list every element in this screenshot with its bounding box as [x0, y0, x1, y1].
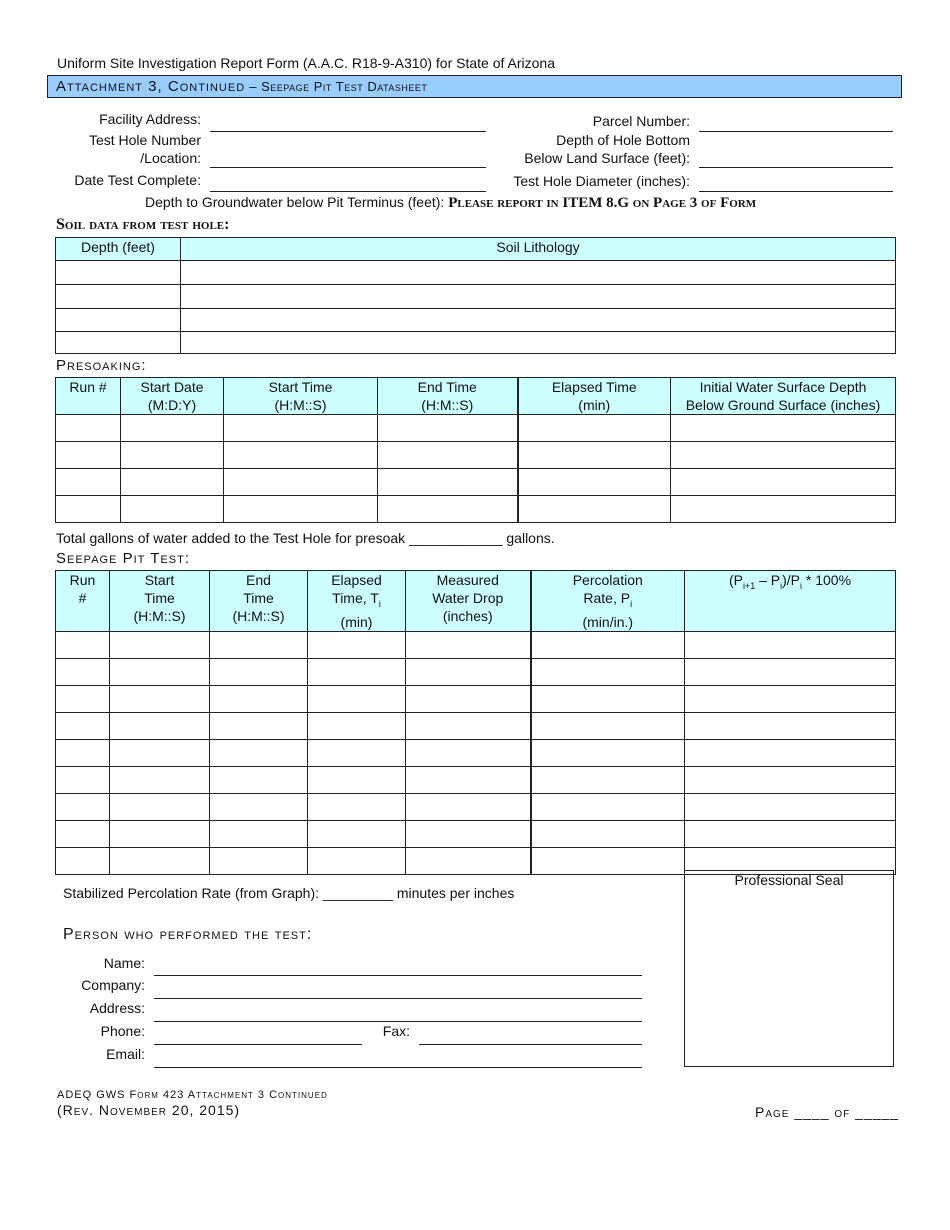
date-test-complete-label: Date Test Complete: [74, 172, 201, 188]
attachment-sub: – Seepage Pit Test Datasheet [245, 79, 428, 94]
company-field[interactable] [154, 998, 642, 999]
presoak-gallons: Total gallons of water added to the Test Hole for presoak ____________ gallons. [56, 530, 555, 546]
professional-seal-box [684, 870, 894, 1067]
professional-seal-label: Professional Seal [734, 872, 844, 888]
footer-page-number: Page ____ of _____ [755, 1104, 900, 1120]
address-field[interactable] [154, 1021, 642, 1022]
attachment-banner [47, 75, 902, 98]
table-row [56, 415, 896, 442]
table-row [56, 631, 896, 658]
presoak-heading: Presoaking: [56, 357, 147, 374]
table-row [56, 712, 896, 739]
email-label: Email: [106, 1046, 145, 1062]
groundwater-note: Please report in ITEM 8.G on Page 3 of Form [448, 195, 757, 211]
facility-address-label: Facility Address: [99, 111, 201, 127]
seepage-table [55, 570, 896, 875]
email-field[interactable] [154, 1067, 642, 1068]
seepage-col-formula: $(P_{i+1} - P_i)/P_i * 100\%$ [685, 571, 896, 632]
name-field[interactable] [154, 975, 642, 976]
seepage-col-end: End Time (H:M::S) [210, 571, 308, 632]
table-row [56, 261, 896, 285]
table-row [56, 285, 896, 309]
fax-field[interactable] [419, 1044, 642, 1045]
table-row [56, 496, 896, 523]
form-title: Uniform Site Investigation Report Form (A.A.C. R18-9-A310) for State of Arizona [57, 55, 555, 71]
phone-label: Phone: [100, 1023, 145, 1039]
soil-table [55, 237, 896, 354]
groundwater-label: Depth to Groundwater below Pit Terminus (feet): [145, 194, 445, 210]
person-heading: Person who performed the test: [63, 926, 313, 943]
presoak-col-end-time: End Time (H:M::S) [378, 378, 518, 415]
stabilized-rate: Stabilized Percolation Rate (from Graph): _________ minutes per inches [63, 885, 515, 901]
parcel-number-field[interactable] [699, 131, 893, 132]
seepage-col-run: Run # [56, 571, 110, 632]
presoak-col-elapsed: Elapsed Time (min) [518, 378, 671, 415]
company-label: Company: [81, 977, 145, 993]
table-row [56, 766, 896, 793]
seepage-heading: Seepage Pit Test: [56, 550, 190, 567]
depth-hole-bottom-field[interactable] [699, 167, 893, 168]
groundwater-line [145, 194, 756, 212]
soil-col-lithology: Soil Lithology [181, 238, 896, 261]
table-row [56, 820, 896, 847]
seepage-col-drop: Measured Water Drop (inches) [406, 571, 531, 632]
name-label: Name: [103, 955, 145, 971]
presoak-col-depth: Initial Water Surface Depth Below Ground Surface (inches) [671, 378, 896, 415]
soil-heading: Soil data from test hole: [56, 216, 230, 233]
table-row [56, 658, 896, 685]
soil-col-depth: Depth (feet) [56, 238, 181, 261]
presoak-col-run: Run # [56, 378, 121, 415]
test-hole-location-field[interactable] [210, 167, 486, 168]
test-hole-number-label: Test Hole Number [88, 132, 201, 148]
seepage-col-perc: Percolation Rate, $P_i$ (min/in.) [531, 571, 685, 632]
address-label: Address: [89, 1000, 145, 1016]
table-row [56, 332, 896, 354]
parcel-number-label: Parcel Number: [592, 113, 690, 129]
facility-address-field[interactable] [210, 131, 486, 132]
test-hole-diameter-field[interactable] [699, 191, 893, 192]
footer-form-id: ADEQ GWS Form 423 Attachment 3 Continued [57, 1089, 328, 1101]
fax-label: Fax: [382, 1023, 410, 1039]
location-label: /Location: [140, 150, 201, 166]
table-row [56, 685, 896, 712]
attachment-main: Attachment 3, Continued [56, 78, 246, 95]
table-row [56, 793, 896, 820]
date-test-complete-field[interactable] [210, 191, 486, 192]
test-hole-diameter-label: Test Hole Diameter (inches): [513, 173, 690, 189]
seepage-col-elapsed: Elapsed Time, $T_i$ (min) [308, 571, 406, 632]
depth-hole-bottom-label: Depth of Hole Bottom [556, 132, 690, 148]
footer-revision: (Rev. November 20, 2015) [57, 1102, 241, 1118]
table-row [56, 442, 896, 469]
table-row [56, 309, 896, 332]
presoak-table [55, 377, 896, 523]
table-row [56, 469, 896, 496]
phone-field[interactable] [154, 1044, 362, 1045]
seepage-col-start: Start Time (H:M::S) [110, 571, 210, 632]
table-row [56, 739, 896, 766]
presoak-col-start-date: Start Date (M:D:Y) [121, 378, 224, 415]
below-land-surface-label: Below Land Surface (feet): [524, 150, 690, 166]
presoak-col-start-time: Start Time (H:M::S) [224, 378, 378, 415]
